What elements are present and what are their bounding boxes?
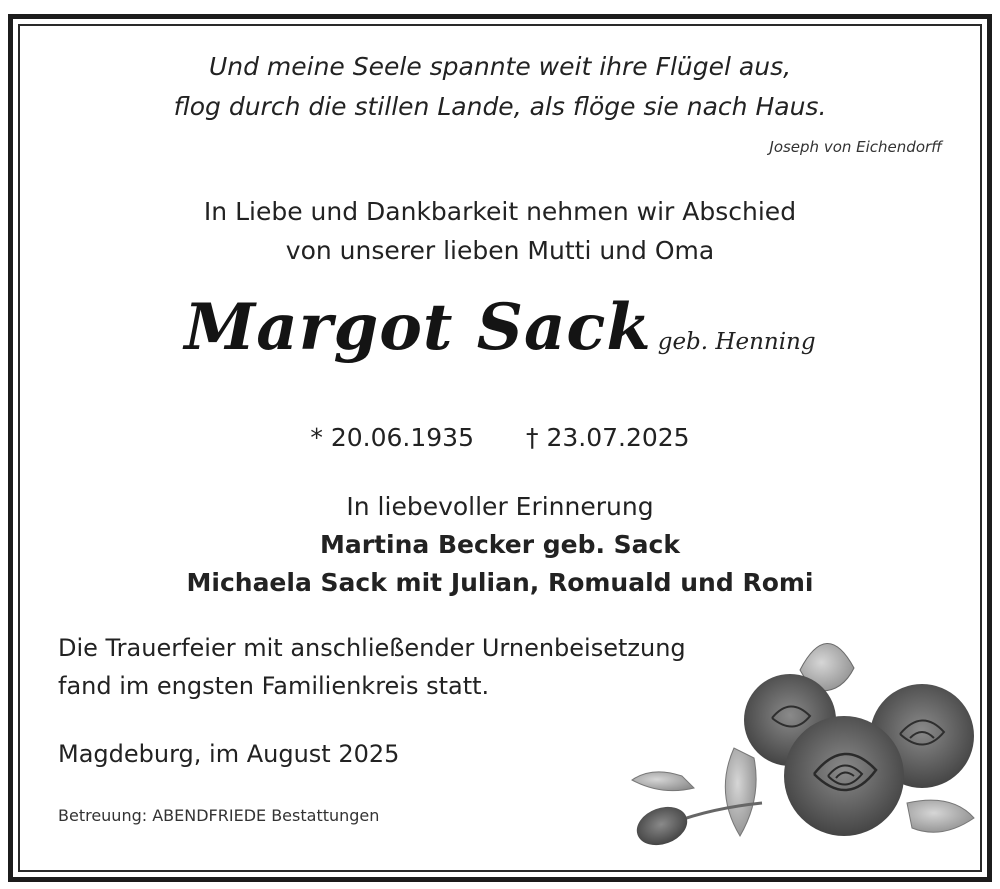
poem-author: Joseph von Eichendorff [769,138,942,156]
funeral-line-2: fand im engsten Familienkreis statt. [58,672,490,700]
intro-line-1: In Liebe und Dankbarkeit nehmen wir Abschied [203,197,797,226]
deceased-name-block [0,290,1000,365]
funeral-line-1: Die Trauerfeier mit anschließender Urnenbeisetzung [58,634,686,662]
birth-date: * 20.06.1935 [310,423,474,452]
mourner-line-2: Michaela Sack mit Julian, Romuald und Romi [186,568,814,597]
undertaker-credit: Betreuung: ABENDFRIEDE Bestattungen [58,806,380,825]
mourners-heading: In liebevoller Erinnerung [346,492,654,521]
death-date: † 23.07.2025 [526,423,690,452]
poem-line-1: Und meine Seele spannte weit ihre Flügel aus, [208,52,792,81]
mourner-line-1: Martina Becker geb. Sack [319,530,680,559]
maiden-name: geb. Henning [657,329,816,355]
poem-line-2: flog durch die stillen Lande, als flöge sie nach Haus. [173,92,827,121]
intro-line-2: von unserer lieben Mutti und Oma [285,236,715,265]
deceased-name: Margot Sack [184,290,652,365]
place-date: Magdeburg, im August 2025 [58,740,400,768]
roses-image [622,618,978,862]
life-dates [0,423,1000,452]
